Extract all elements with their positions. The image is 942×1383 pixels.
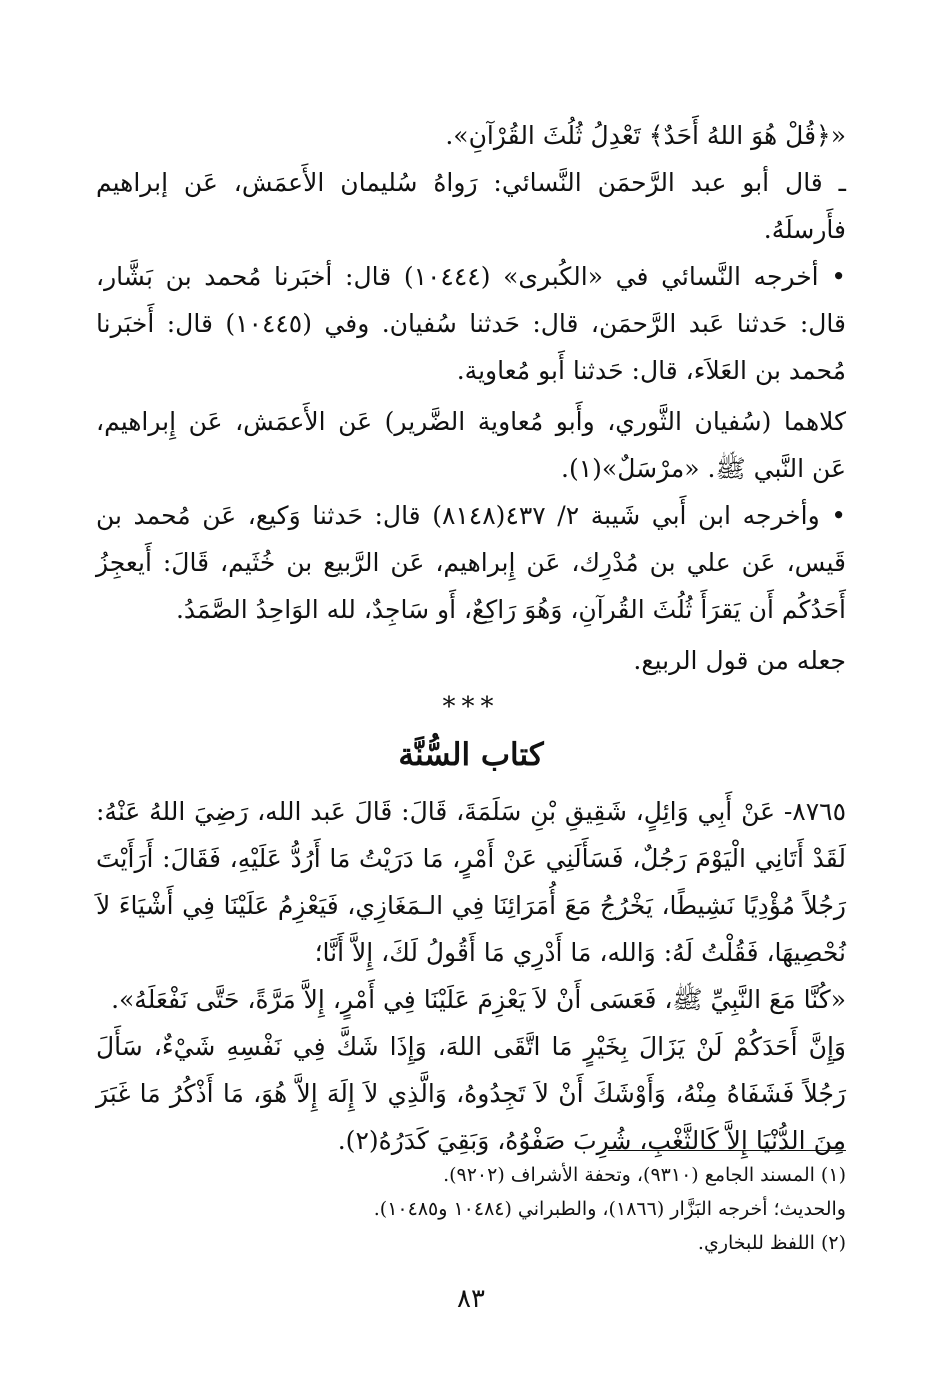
hadith-quote: «كُنَّا مَعَ النَّبِيِّ ﷺ، فَعَسَى أَنْ لاَ يَعْزِمَ عَلَيْنَا فِي أَمْرٍ، إِلاَّ مَرَّةً، حَتَّى نَفْعَلَهُ».: [111, 985, 846, 1014]
hadith-continuation: وَإِنَّ أَحَدَكُمْ لَنْ يَزَالَ بِخَيْرٍ مَا اتَّقَى اللهَ، وَإِذَا شَكَّ فِي نَفْسِهِ شَيْءٌ، سَأَلَ رَجُلاً فَشَفَاهُ مِنْهُ، وَأَوْشَكَ أَنْ لاَ تَجِدُوهُ، وَالَّذِي لاَ إِلَهَ إِلاَّ هُوَ، مَا أَذْكُرُ مَا غَبَرَ مِنَ الدُّنْيَا إِلاَّ كَالثَّغْبِ، شُرِبَ صَفْوُهُ، وَبَقِيَ كَدَرُهُ(٢).: [96, 1032, 846, 1155]
footnote-1: (١) المسند الجامع (٩٣١٠)، وتحفة الأشراف (٩٢٠٢).: [443, 1164, 846, 1186]
hadith-8765: ٨٧٦٥- عَنْ أَبِي وَائِلٍ، شَقِيقِ بْنِ سَلَمَةَ، قَالَ: قَالَ عَبد الله، رَضِيَ اللهُ عَنْهُ: لَقَدْ أَتَانِي الْيَوْمَ رَجُلٌ، فَسَأَلَنِي عَنْ أَمْرٍ، مَا دَرَيْتُ مَا أَرُدُّ عَلَيْهِ، فَقَالَ: أَرَأَيْتَ رَجُلاً مُؤْدِيًا نَشِيطًا، يَخْرُجُ مَعَ أُمَرَائِنَا فِي الـمَغَازِي، فَيَعْزِمُ عَلَيْنَا فِي أَشْيَاءَ لاَ نُحْصِيهَا، فَقُلْتُ لَهُ: وَالله، مَا أَدْرِي مَا أَقُولُ لَكَ، إِلاَّ أَنَّا؛: [96, 797, 846, 967]
footnote-1-continuation: والحديث؛ أخرجه البَزَّار (١٨٦٦)، والطبراني (١٠٤٨٤ و١٠٤٨٥).: [373, 1198, 846, 1220]
verse-line: «﴿قُلْ هُوَ اللهُ أَحَدٌ﴾ تَعْدِلُ ثُلُثَ القُرْآنِ».: [445, 121, 846, 150]
footnote-rule: [608, 1150, 846, 1151]
book-title: كتاب السُّنَّة: [398, 737, 544, 773]
footnotes: [96, 1158, 846, 1260]
page-number: ٨٣: [457, 1284, 485, 1314]
section-separator: ***: [442, 692, 500, 722]
takhrij-ibn-abi-shayba: • وأخرجه ابن أَبي شَيبة ٢/ ٤٣٧(٨١٤٨) قال: حَدثنا وَكيع، عَن مُحمد بن قَيس، عَن علي بن مُدْرِك، عَن إِبراهيم، عَن الرَّبيع بن خُثَيم، قَالَ: أَيعجِزُ أَحَدُكُم أَن يَقرَأَ ثُلُثَ القُرآنِ، وَهُوَ رَاكِعٌ، أَو سَاجِدٌ، لله الوَاحِدُ الصَّمَدُ.: [96, 501, 847, 624]
footnote-2: (٢) اللفظ للبخاري.: [697, 1232, 846, 1254]
nasai-comment: ـ قال أبو عبد الرَّحمَن النَّسائي: رَواهُ سُليمان الأَعمَش، عَن إبراهيم فأَرسلَهُ.: [96, 168, 846, 244]
takhrij-nasai: • أخرجه النَّسائي في «الكُبرى» (١٠٤٤٤) قال: أخبَرنا مُحمد بن بَشَّار، قال: حَدثنا عَبد الرَّحمَن، قال: حَدثنا سُفيان. وفي (١٠٤٤٥) قال: أَخبَرنا مُحمد بن العَلاَء، قال: حَدثنا أَبو مُعاوية.: [96, 262, 846, 385]
both-narrators: كلاهما (سُفيان الثَّوري، وأَبو مُعاوية الضَّرير) عَن الأَعمَش، عَن إِبراهيم، عَن النَّبي ﷺ. «مرْسَلٌ»(١).: [96, 407, 846, 483]
page-body: [96, 112, 846, 1164]
rabi-note: جعله من قول الربيع.: [633, 646, 846, 675]
